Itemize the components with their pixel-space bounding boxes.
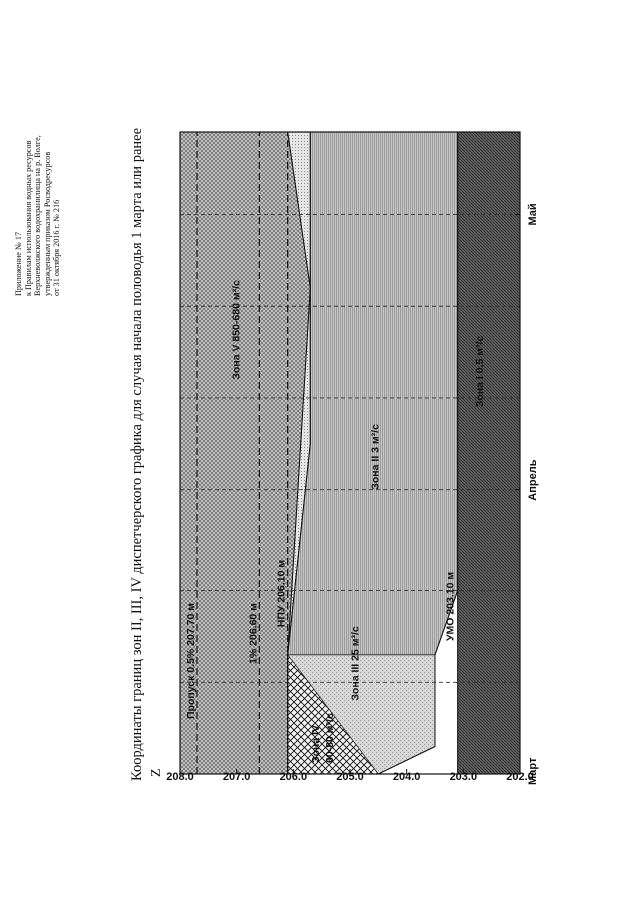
zone-label: Зона II 3 м³/с [369,424,382,490]
appendix-line: от 31 октября 2016 г. № 216 [52,199,62,296]
x-tick-label: Март [527,757,539,785]
reference-line-label: Пропуск 0.5% 207.70 м [185,603,197,719]
y-tick-label: 205.0 [336,771,364,783]
appendix-line: Верхневолжского водохранилища на р. Волге, [33,135,43,296]
zone-label: Зона III 25 м³/с [349,626,362,701]
zone-label: Зона V 850-680 м³/с [230,280,243,380]
chart-title: Координаты границ зон II, III, IV диспетчерского графика для случая начала половодья 1 марта или ранее [129,127,145,781]
zone-label: Зона I 0,5 м³/с [474,335,487,408]
zone-label: Зона IV [309,724,322,763]
y-tick-label: 204.0 [392,771,421,783]
y-tick-label: 208.0 [166,771,194,783]
y-tick-label: 203.0 [449,771,478,783]
appendix-line: утвержденным приказом Росводресурсов [42,151,52,296]
zone-i-area [458,132,520,774]
zone-flow-label: 60-80 м³/с [323,713,336,763]
appendix-line: к Правилам использования водных ресурсов [23,140,33,296]
reference-line-label: 1% 206.60 м [247,603,260,664]
umo-label: УМО 203.10 м [444,571,457,642]
x-tick-label: Апрель [527,459,539,501]
appendix-line: Приложение № 17 [14,231,23,296]
y-tick-label: 207.0 [222,771,251,783]
y-tick-label: 202.0 [506,771,534,783]
reference-line-label: НПУ 206.10 м [275,559,288,628]
z-label: Z [149,768,164,777]
x-tick-label: Май [527,203,539,226]
y-tick-label: 206.0 [279,771,308,783]
zone-ii-area [288,132,458,655]
